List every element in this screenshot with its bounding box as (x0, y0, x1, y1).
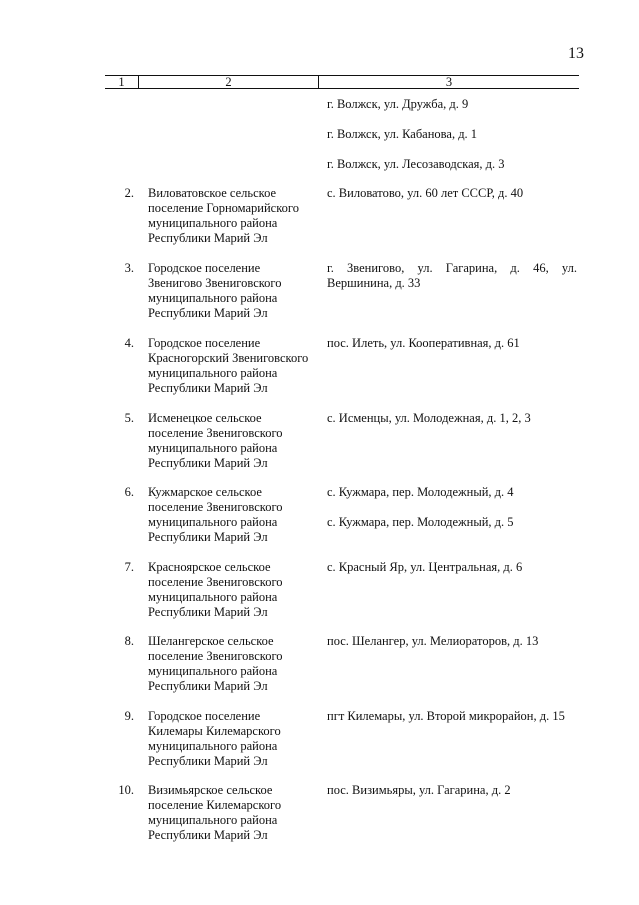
header-col-1: 1 (118, 75, 125, 89)
row-address: пгт Килемары, ул. Второй микрорайон, д. 15 (327, 709, 565, 723)
row-number: 6. (124, 485, 134, 499)
row-settlement-name: Шелангерское сельское поселение Звениговского муниципального района Республики Марий Эл (148, 634, 283, 693)
row-number: 4. (124, 336, 134, 350)
row-addresses (327, 560, 585, 575)
row-address: с. Виловатово, ул. 60 лет СССР, д. 40 (327, 186, 524, 200)
row-settlement-name: Кужмарское сельское поселение Звениговского муниципального района Республики Марий Эл (148, 485, 283, 544)
row-address: с. Кужмара, пер. Молодежный, д. 4 (327, 485, 514, 499)
row-address: г. Волжск, ул. Кабанова, д. 1 (327, 127, 478, 141)
row-address: г. Звенигово, ул. Гагарина, д. 46, ул. Вершинина, д. 33 (327, 261, 577, 290)
row-settlement-name: Городское поселение Звенигово Звениговского муниципального района Республики Марий Эл (148, 261, 282, 320)
row-settlement-name: Городское поселение Килемары Килемарского муниципального района Республики Марий Эл (148, 709, 281, 768)
row-address: с. Красный Яр, ул. Центральная, д. 6 (327, 560, 523, 574)
row-number: 8. (124, 634, 134, 648)
row-settlement-name: Виловатовское сельское поселение Горномарийского муниципального района Республики Марий Эл (148, 186, 299, 245)
row-addresses (327, 336, 585, 351)
row-address: г. Волжск, ул. Лесозаводская, д. 3 (327, 157, 505, 171)
row-address: с. Кужмара, пер. Молодежный, д. 5 (327, 515, 514, 529)
row-settlement-name: Красноярское сельское поселение Звениговского муниципального района Республики Марий Эл (148, 560, 283, 619)
row-addresses (327, 411, 585, 426)
header-col-2: 2 (225, 75, 232, 89)
row-address: пос. Шелангер, ул. Мелиораторов, д. 13 (327, 634, 539, 648)
row-addresses (327, 485, 585, 530)
row-address: с. Исменцы, ул. Молодежная, д. 1, 2, 3 (327, 411, 531, 425)
row-settlement-name: Визимьярское сельское поселение Килемарского муниципального района Республики Марий Эл (148, 783, 282, 842)
row-address: г. Волжск, ул. Дружба, д. 9 (327, 97, 469, 111)
row-addresses (327, 709, 585, 724)
row-address: пос. Визимьяры, ул. Гагарина, д. 2 (327, 783, 511, 797)
row-number: 3. (124, 261, 134, 275)
row-address: пос. Илеть, ул. Кооперативная, д. 61 (327, 336, 520, 350)
row-addresses (327, 783, 585, 798)
row-addresses (327, 634, 585, 649)
row-settlement-name: Городское поселение Красногорский Звениговского муниципального района Республики Марий Эл (148, 336, 309, 395)
row-number: 10. (118, 783, 134, 797)
row-settlement-name: Исменецкое сельское поселение Звениговского муниципального района Республики Марий Эл (148, 411, 283, 470)
row-number: 2. (124, 186, 134, 200)
row-addresses (327, 97, 585, 172)
row-addresses (327, 261, 585, 291)
header-col-3: 3 (445, 75, 453, 89)
row-number: 7. (124, 560, 134, 574)
row-addresses (327, 186, 585, 201)
row-number: 9. (124, 709, 134, 723)
page-number: 13 (568, 45, 584, 62)
row-number: 5. (124, 411, 134, 425)
